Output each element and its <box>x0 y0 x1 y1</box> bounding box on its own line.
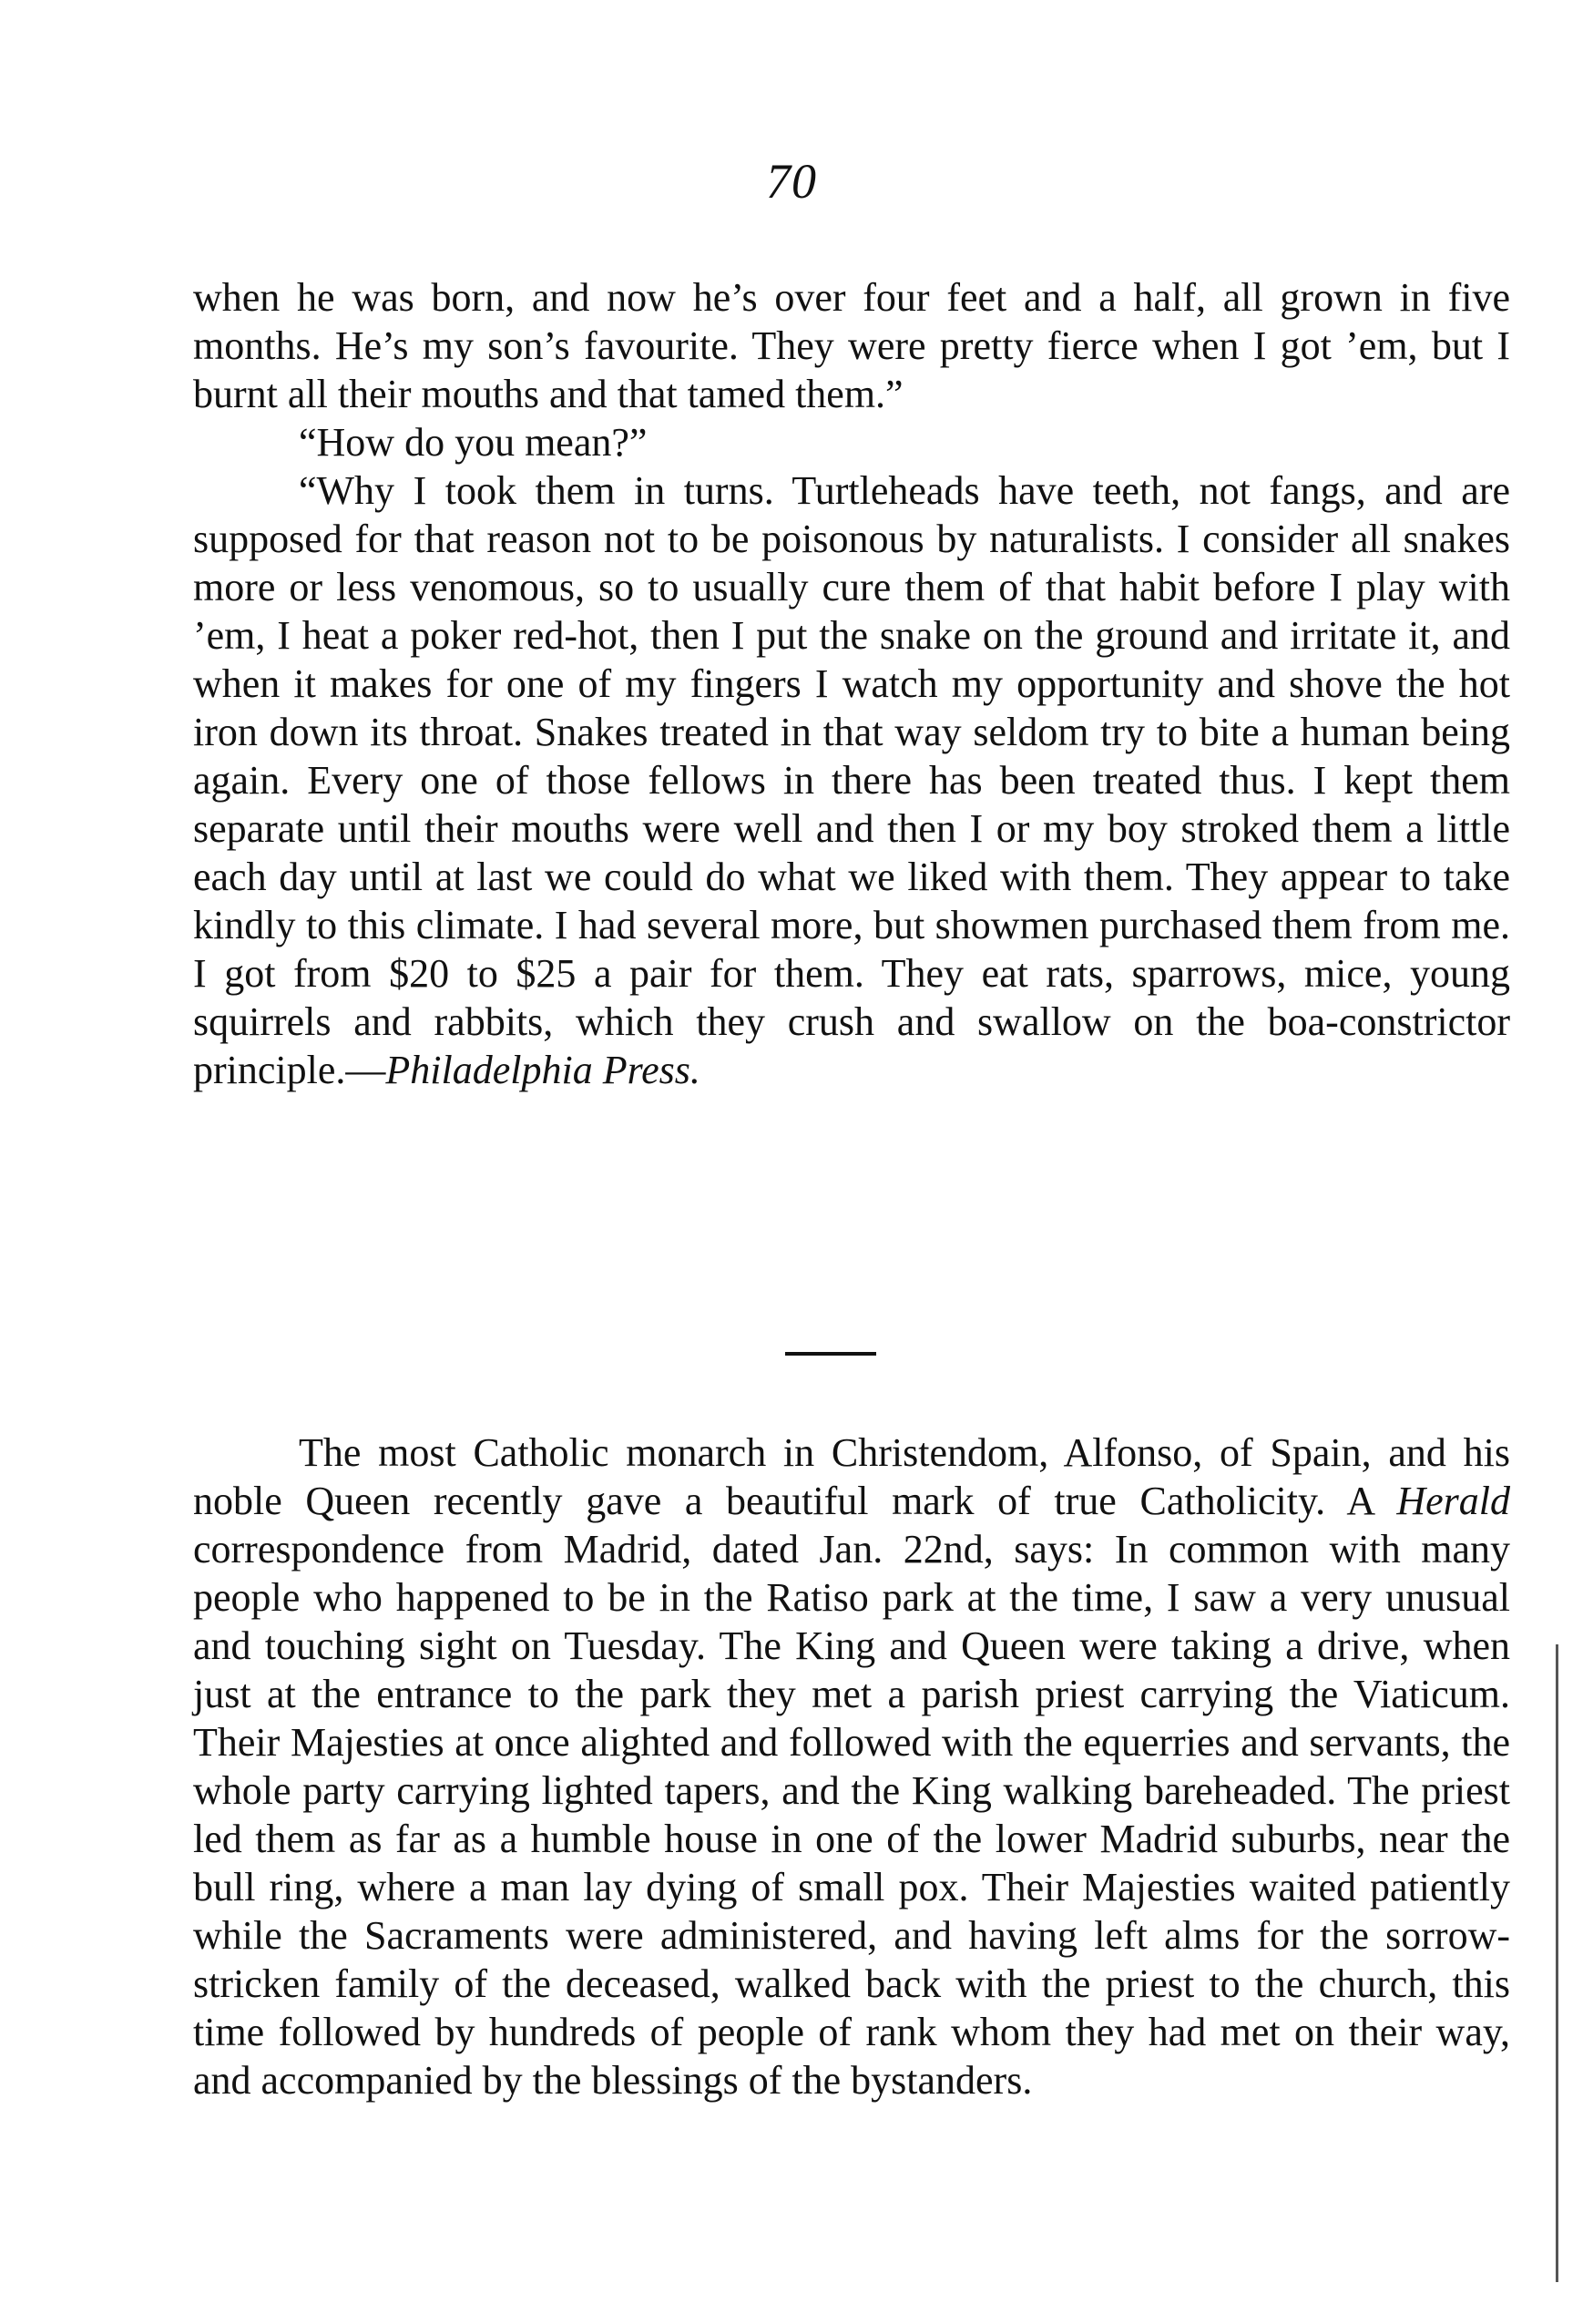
newspaper-name: Herald <box>1396 1479 1510 1523</box>
paragraph-text: “Why I took them in turns. Turtleheads have teeth, not fangs, and are supposed for that reason not to be poisonous by naturalists. I consider all snakes more or less venomous, so to usually cure them of that habit before I play with ’em, I heat a poker red-hot, then I put the snake on the ground and irritate it, and when it makes for one of my fingers I watch my opportunity and shove the hot iron down its throat. Snakes treated in that way seldom try to bite a human being again. Every one of those fellows in there has been treated thus. I kept them separate until their mouths were well and then I or my boy stroked them a little each day until at last we could do what we liked with them. They appear to take kindly to this climate. I had several more, but showmen purchased them from me. I got from $20 to $25 a pair for them. They eat rats, sparrows, mice, young squirrels and rabbits, which they crush and swallow on the boa-constrictor principle.— <box>193 468 1510 1092</box>
paragraph: “How do you mean?” <box>299 420 648 465</box>
section-divider <box>785 1352 876 1356</box>
paragraph-text: The most Catholic monarch in Christendom, Alfonso, of Spain, and his noble Queen recently gave a beautiful mark of true Catholicity. A <box>193 1430 1510 1523</box>
article-king-alfonso <box>193 1428 1510 2104</box>
paragraph-text: correspondence from Madrid, dated Jan. 22nd, says: In common with many people who happened to be in the Ratiso park at the time, I saw a very unusual and touching sight on Tuesday. The King and Queen were taking a drive, when just at the entrance to the park they met a parish priest carrying the Viaticum. Their Majesties at once alighted and followed with the equerries and servants, the whole party carrying lighted tapers, and the King walking bareheaded. The priest led them as far as a humble house in one of the lower Madrid suburbs, near the bull ring, where a man lay dying of small pox. Their Majesties waited patiently while the Sacraments were administered, and having left alms for the sorrow-stricken family of the deceased, walked back with the priest to the church, this time followed by hundreds of people of rank whom they had met on their way, and accompanied by the blessings of the bystanders. <box>193 1527 1510 2103</box>
paragraph: when he was born, and now he’s over four feet and a half, all grown in five months. He’s my son’s favourite. They were pretty fierce when I got ’em, but I burnt all their mouths and that tamed them.” <box>193 275 1510 416</box>
page-number: 70 <box>766 154 817 209</box>
paragraph <box>193 1428 1510 2104</box>
source-attribution: Philadelphia Press. <box>385 1048 700 1092</box>
margin-rule <box>1556 1644 1558 2282</box>
paragraph <box>193 466 1510 1094</box>
article-snake-story <box>193 273 1510 1094</box>
